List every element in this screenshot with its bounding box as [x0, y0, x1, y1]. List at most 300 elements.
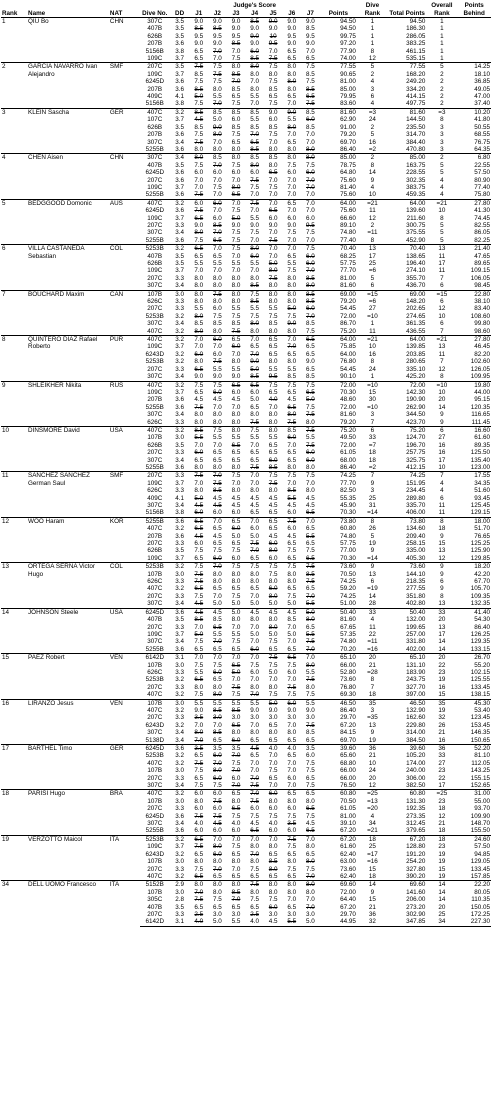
dive-points: 79.20 — [340, 418, 356, 426]
judge-score-j3: 5.5 — [231, 630, 241, 638]
dive-rank: 20 — [357, 654, 388, 662]
dive-points: 84.15 — [340, 729, 356, 737]
total-points: 459.35 — [406, 191, 426, 199]
judge-score-j3: 7.0 — [231, 479, 241, 487]
judge-score-j4: 8.0 — [250, 616, 259, 624]
points-behind: 133.15 — [470, 645, 490, 653]
degree-of-difficulty: 4.1 — [175, 93, 184, 101]
dive-number: 107B — [147, 797, 163, 805]
total-points: 209.40 — [406, 532, 426, 540]
dive-points: 73.60 — [320, 563, 357, 571]
judge-score-j3: 6.5 — [231, 661, 241, 669]
degree-of-difficulty: 3.3 — [175, 305, 184, 313]
judge-score-j2: 6.5 — [213, 456, 222, 464]
dive-number: 207C — [147, 592, 163, 600]
total-points: 402.00 — [406, 645, 426, 653]
judge-score-j5: 9.5 — [268, 40, 278, 48]
dive-points: 70.20 — [340, 645, 356, 653]
dive-points: 48.60 — [340, 396, 356, 404]
points-behind: 22.80 — [457, 290, 491, 298]
dive-rank: 8 — [370, 47, 375, 55]
total-points: 202.65 — [406, 305, 426, 313]
judge-score-j7: 7.5 — [306, 812, 315, 820]
header-j3: J3 — [227, 9, 246, 18]
dive-rank: 16 — [368, 138, 376, 146]
judge-score-j5: 8.0 — [268, 358, 278, 366]
header-total-points: Total Points — [389, 9, 425, 17]
degree-of-difficulty: 3.5 — [175, 547, 184, 555]
judge-score-j3: 8.0 — [231, 145, 241, 153]
overall-rank: 5 — [440, 221, 444, 229]
judge-score-j3: 7.5 — [231, 207, 241, 215]
athlete-rank: 18 — [1, 790, 27, 835]
degree-of-difficulty: 3.7 — [175, 388, 184, 396]
athlete-name: VILLA CASTANEDA Sebastian — [27, 245, 109, 290]
dive-points: 29.70 — [340, 714, 356, 722]
dive-rank: =35 — [367, 714, 378, 722]
total-points: 280.65 — [406, 358, 426, 366]
dive-points: 67.20 — [320, 835, 357, 843]
judge-score-j6: 7.0 — [287, 623, 297, 631]
dive-number: 107B — [147, 434, 163, 442]
judge-score-j6: 9.0 — [282, 108, 301, 116]
dive-points: 57.75 — [340, 260, 356, 267]
dive-points: 76.80 — [340, 358, 356, 366]
degree-of-difficulty: 3.8 — [175, 100, 184, 108]
dive-number: 6243D — [145, 350, 165, 358]
degree-of-difficulty: 3.6 — [175, 40, 184, 48]
judge-score-j4: 7.5 — [250, 229, 259, 237]
dive-rank: =16 — [367, 645, 378, 653]
judge-score-j5: 8.5 — [264, 154, 283, 162]
judge-score-j4: 7.5 — [245, 426, 264, 434]
judge-score-j4: 8.0 — [250, 570, 259, 578]
judge-score-j1: 7.0 — [194, 183, 204, 191]
dive-points: 75.20 — [320, 426, 357, 434]
judge-score-j5: 6.5 — [268, 169, 278, 177]
judge-score-j3: 8.0 — [231, 487, 241, 495]
dive-points: 46.50 — [320, 699, 357, 707]
dive-rank: 9 — [370, 729, 375, 737]
dive-points: 72.00 — [340, 888, 356, 896]
dive-number: 5253B — [140, 245, 170, 253]
degree-of-difficulty: 3.6 — [175, 85, 184, 93]
judge-score-j5: 8.0 — [268, 729, 278, 737]
total-points: 218.35 — [406, 578, 426, 586]
degree-of-difficulty: 3.5 — [175, 260, 184, 267]
judge-score-j1: 8.5 — [194, 25, 204, 33]
points-behind: 143.25 — [470, 767, 490, 775]
judge-score-j1: 8.0 — [194, 411, 204, 419]
overall-rank: 27 — [438, 759, 446, 767]
dive-rank: 5 — [370, 532, 375, 540]
points-behind: 125.55 — [470, 676, 490, 684]
athlete-name: BEDGGOOD Domonic — [27, 199, 109, 244]
dive-number: 407B — [147, 252, 163, 260]
judge-score-j7: 7.5 — [306, 327, 315, 335]
judge-score-j2: 6.5 — [213, 903, 222, 911]
judge-score-j1: 6.5 — [190, 245, 209, 253]
judge-score-j1: 6.5 — [194, 676, 204, 684]
dive-rank: 35 — [357, 699, 388, 707]
dive-rank: 4 — [370, 100, 375, 108]
judge-score-j3: 7.0 — [231, 676, 241, 684]
dive-rank: 3 — [370, 487, 375, 495]
overall-rank: 14 — [438, 645, 446, 653]
degree-of-difficulty: 3.7 — [175, 70, 184, 78]
overall-rank: 10 — [438, 463, 446, 471]
judge-score-j4: 7.0 — [250, 547, 259, 555]
overall-rank: 12 — [438, 812, 446, 820]
points-behind: 110.35 — [471, 896, 490, 904]
judge-score-j5: 8.0 — [268, 547, 278, 555]
degree-of-difficulty: 3.5 — [175, 123, 184, 131]
judge-score-j4: 9.0 — [250, 358, 259, 366]
judge-score-j7: 6.5 — [306, 540, 315, 548]
judge-score-j7: 8.5 — [306, 25, 315, 33]
dive-number: 626B — [147, 260, 163, 267]
judge-score-j4: 8.0 — [250, 888, 259, 896]
judge-score-j6: 6.0 — [287, 774, 297, 782]
judge-score-j3: 8.5 — [231, 70, 241, 78]
judge-score-j4: 6.5 — [250, 827, 259, 835]
header-points: Points — [328, 9, 348, 17]
dive-rank: 2 — [357, 154, 388, 162]
total-points: 168.20 — [406, 70, 426, 78]
judge-score-j2: 7.5 — [213, 70, 222, 78]
judge-score-j4: 4.5 — [250, 502, 259, 509]
judge-score-j6: 9.5 — [287, 32, 297, 40]
dive-rank: 2 — [370, 221, 375, 229]
dive-points: 45.90 — [340, 502, 356, 509]
degree-of-difficulty: 3.4 — [175, 229, 184, 237]
judge-score-j1: 8.5 — [194, 70, 204, 78]
judge-score-j7: 7.5 — [301, 381, 320, 389]
judge-score-j5: 7.5 — [268, 274, 278, 282]
judge-score-j6: 7.0 — [282, 336, 301, 344]
judge-score-j3: 8.0 — [231, 418, 241, 426]
judge-score-j4: 2.5 — [250, 910, 259, 918]
points-behind: 61.60 — [474, 434, 490, 442]
dive-number: 5255B — [145, 191, 164, 199]
points-behind: 155.50 — [470, 827, 490, 835]
judge-score-j4: 4.5 — [250, 494, 259, 502]
judge-score-j7: 6.5 — [306, 365, 315, 373]
dive-number: 307C — [140, 154, 170, 162]
dive-number: 626C — [147, 668, 163, 676]
dive-rank: 7 — [370, 418, 375, 426]
points-behind: 27.80 — [457, 199, 491, 207]
judge-score-j2: 7.0 — [213, 267, 222, 275]
dive-points: 74.80 — [340, 638, 356, 646]
judge-score-j4: 8.0 — [250, 729, 259, 737]
total-points: 402.80 — [406, 600, 426, 608]
judge-score-j6: 9.0 — [287, 40, 297, 48]
judge-score-j6: 8.0 — [287, 145, 297, 153]
judge-score-j2: 7.5 — [213, 661, 222, 669]
judge-score-j6: 4.0 — [282, 745, 301, 753]
judge-score-j6: 6.5 — [287, 872, 297, 880]
judge-score-j2: 7.5 — [208, 381, 227, 389]
judge-score-j1: 8.0 — [194, 298, 204, 306]
dive-points: 91.00 — [340, 123, 356, 131]
judge-score-j7: 6.5 — [306, 774, 315, 782]
dive-rank: =10 — [367, 403, 378, 411]
header-nat: NAT — [109, 9, 123, 17]
judge-score-j1: 8.5 — [194, 123, 204, 131]
dive-rank: =16 — [367, 858, 378, 866]
judge-score-j5: 7.5 — [268, 236, 278, 244]
judge-score-j2: 7.0 — [213, 100, 222, 108]
judge-score-j3: 9.0 — [231, 221, 241, 229]
judge-score-j6: 5.0 — [287, 630, 297, 638]
dive-number: 5138D — [145, 736, 165, 744]
judge-score-j1: 8.5 — [194, 320, 204, 328]
judge-score-j2: 7.0 — [208, 563, 227, 571]
dive-points: 78.75 — [340, 161, 356, 169]
header-j2: J2 — [208, 9, 227, 18]
judge-score-j4: 9.0 — [250, 32, 259, 40]
athlete-name: PAEZ Robert — [27, 654, 109, 699]
overall-rank: =25 — [426, 790, 457, 798]
judge-score-j2: 6.0 — [213, 774, 222, 782]
dive-number: 107B — [147, 661, 163, 669]
judge-score-j3: 6.5 — [231, 872, 241, 880]
judge-score-j3: 3.5 — [227, 745, 246, 753]
judge-score-j3: 6.0 — [231, 774, 241, 782]
dive-number: 107B — [147, 570, 163, 578]
judge-score-j7: 6.5 — [306, 850, 315, 858]
judge-score-j1: 6.5 — [194, 388, 204, 396]
judge-score-j4: 5.0 — [250, 532, 259, 540]
judge-score-j6: 7.0 — [287, 100, 297, 108]
dive-number: 109C — [147, 70, 163, 78]
total-points: 139.60 — [406, 207, 426, 215]
judge-score-j6: 8.5 — [287, 373, 297, 381]
degree-of-difficulty: 3.4 — [175, 138, 184, 146]
judge-score-j7: 8.5 — [306, 320, 315, 328]
judge-score-j7: 7.0 — [306, 872, 315, 880]
total-points: 144.10 — [406, 570, 426, 578]
total-points: 300.75 — [406, 221, 426, 229]
judge-score-j5: 6.5 — [268, 441, 278, 449]
judge-score-j2: 8.0 — [213, 298, 222, 306]
athlete-rank: 15 — [1, 654, 27, 699]
dive-points: 75.85 — [340, 343, 356, 351]
judge-score-j4: 6.0 — [250, 805, 259, 813]
judge-score-j7: 7.0 — [306, 896, 315, 904]
overall-rank: 3 — [440, 131, 444, 139]
judge-score-j1: 7.0 — [194, 441, 204, 449]
judge-score-j4: 7.5 — [250, 312, 259, 320]
judge-score-j5: 7.5 — [268, 100, 278, 108]
judge-score-j3: 7.0 — [231, 896, 241, 904]
judge-score-j2: 4.5 — [208, 608, 227, 616]
judge-score-j2: 8.0 — [213, 131, 222, 139]
athlete-rank: 7 — [1, 290, 27, 335]
judge-score-j6: 8.0 — [282, 154, 301, 162]
judge-score-j1: 6.0 — [194, 827, 204, 835]
dive-rank: 12 — [368, 55, 376, 63]
total-points: 302.90 — [406, 910, 426, 918]
judge-score-j1: 8.0 — [194, 312, 204, 320]
dive-number: 6245D — [140, 745, 170, 753]
total-points: 60.80 — [388, 790, 426, 798]
dive-number: 6142D — [140, 918, 170, 926]
dive-points: 86.40 — [340, 706, 356, 714]
judge-score-j1: 6.5 — [194, 872, 204, 880]
total-points: 384.50 — [406, 736, 426, 744]
overall-rank: 6 — [440, 320, 444, 328]
dive-points: 86.70 — [340, 320, 356, 328]
judge-score-j5: 6.0 — [268, 903, 278, 911]
judge-score-j3: 6.5 — [231, 540, 241, 548]
degree-of-difficulty: 3.3 — [175, 805, 184, 813]
degree-of-difficulty: 3.7 — [175, 55, 184, 63]
dive-number: 626C — [147, 418, 163, 426]
judge-score-j7: 6.0 — [306, 260, 315, 267]
judge-score-j3: 7.0 — [231, 47, 241, 55]
dive-row — [1, 745, 491, 753]
judge-score-j1: 8.5 — [194, 616, 204, 624]
judge-score-j2: 7.5 — [213, 312, 222, 320]
dive-number: 109C — [147, 554, 163, 562]
points-behind — [457, 48, 491, 55]
degree-of-difficulty: 3.2 — [175, 706, 184, 714]
judge-score-j4: 8.0 — [250, 578, 259, 586]
judge-score-j3: 8.5 — [231, 888, 241, 896]
judge-score-j2: 7.0 — [208, 472, 227, 480]
overall-rank: 22 — [438, 661, 446, 669]
dive-row — [1, 835, 491, 843]
judge-score-j2: 6.5 — [213, 872, 222, 880]
total-points: 425.20 — [406, 373, 426, 381]
dive-row — [1, 699, 491, 707]
degree-of-difficulty: 3.2 — [175, 721, 184, 729]
dive-points: 82.50 — [340, 487, 356, 495]
judge-score-j6: 8.0 — [287, 797, 297, 805]
judge-score-j5: 8.0 — [268, 418, 278, 426]
dive-points: 85.00 — [320, 154, 357, 162]
overall-rank: 6 — [440, 578, 444, 586]
dive-number: 109C — [147, 630, 163, 638]
judge-score-j6: 6.0 — [287, 214, 297, 222]
total-points: 73.80 — [388, 517, 426, 525]
judge-score-j5: 8.0 — [268, 327, 278, 335]
dive-rank: =2 — [368, 463, 377, 471]
judge-score-j7: 6.5 — [306, 343, 315, 351]
dive-rank: =21 — [357, 336, 388, 344]
judge-score-j3: 6.5 — [227, 336, 246, 344]
dive-rank: =11 — [367, 229, 378, 237]
judge-score-j5: 7.5 — [268, 661, 278, 669]
judge-score-j7: 6.0 — [306, 116, 315, 124]
judge-score-j1: 7.5 — [194, 767, 204, 775]
judge-score-j6: 6.5 — [282, 790, 301, 798]
degree-of-difficulty: 3.3 — [175, 623, 184, 631]
overall-rank: 4 — [440, 191, 444, 199]
judge-score-j5: 8.0 — [268, 843, 278, 851]
dive-points: 68.00 — [340, 456, 356, 464]
overall-rank: 3 — [440, 145, 444, 153]
dive-points: 51.00 — [340, 600, 356, 608]
judge-score-j5: 7.0 — [268, 138, 278, 146]
dive-rank: 4 — [370, 78, 375, 86]
overall-rank: 5 — [440, 161, 444, 169]
overall-rank: 23 — [438, 767, 446, 775]
points-behind: 49.05 — [474, 85, 490, 93]
total-points: 327.70 — [406, 683, 426, 691]
judge-score-j5: 8.0 — [268, 298, 278, 306]
judge-score-j6: 6.5 — [287, 903, 297, 911]
dive-row — [1, 290, 491, 298]
judge-score-j2: 8.0 — [213, 85, 222, 93]
dive-number: 307C — [147, 320, 163, 328]
judge-score-j3: 7.0 — [227, 654, 246, 662]
judge-score-j7: 6.0 — [306, 752, 315, 760]
points-behind: 129.05 — [470, 858, 490, 866]
degree-of-difficulty: 3.6 — [175, 403, 184, 411]
judge-score-j6: 7.5 — [287, 547, 297, 555]
degree-of-difficulty: 3.6 — [175, 191, 184, 199]
degree-of-difficulty: 3.6 — [175, 131, 184, 139]
dive-number: 626B — [147, 123, 163, 131]
judge-score-j4: 7.0 — [245, 790, 264, 798]
judge-score-j2: 8.0 — [213, 691, 222, 699]
degree-of-difficulty: 3.5 — [175, 32, 184, 40]
dive-points: 39.10 — [340, 820, 356, 828]
dive-points: 67.20 — [340, 721, 356, 729]
total-points: 347.85 — [388, 918, 426, 926]
dive-number: 109C — [147, 267, 163, 275]
judge-score-j1: 7.5 — [194, 638, 204, 646]
overall-rank: 9 — [440, 585, 444, 593]
judge-score-j5: 5.0 — [264, 699, 283, 707]
dive-number: 6245D — [145, 812, 165, 820]
points-behind: 129.15 — [470, 509, 490, 517]
dive-points: 81.00 — [340, 274, 356, 282]
total-points: 331.80 — [406, 638, 426, 646]
total-points: 383.75 — [406, 183, 426, 191]
judge-score-j7: 8.5 — [306, 729, 315, 737]
judge-score-j7: 7.5 — [306, 547, 315, 555]
athlete-nat: VEN — [109, 699, 140, 744]
dive-number: 207C — [147, 623, 163, 631]
athlete-name: QIU Bo — [27, 18, 109, 63]
judge-score-j2: 6.5 — [213, 676, 222, 684]
dive-points: 89.10 — [340, 221, 356, 229]
dive-points: 54.45 — [340, 305, 356, 313]
judge-score-j1: 7.5 — [194, 138, 204, 146]
points-behind: 54.30 — [474, 616, 490, 624]
total-points: 335.00 — [406, 547, 426, 555]
judge-score-j2: 8.0 — [208, 881, 227, 889]
judge-score-j2: 8.5 — [208, 108, 227, 116]
dive-number: 109C — [147, 214, 163, 222]
judge-score-j3: 6.0 — [231, 388, 241, 396]
judge-score-j3: 8.0 — [227, 63, 246, 71]
athlete-name: DINSMORE David — [27, 426, 109, 471]
judge-score-j4: 7.0 — [245, 654, 264, 662]
dive-row — [1, 563, 491, 571]
degree-of-difficulty: 3.4 — [175, 600, 184, 608]
points-behind: 21.40 — [457, 245, 491, 253]
overall-rank: 13 — [426, 245, 457, 253]
overall-rank: 10 — [438, 207, 446, 215]
judge-score-j3: 7.5 — [231, 812, 241, 820]
judge-score-j3: 7.5 — [231, 100, 241, 108]
judge-score-j5: 6.0 — [268, 116, 278, 124]
